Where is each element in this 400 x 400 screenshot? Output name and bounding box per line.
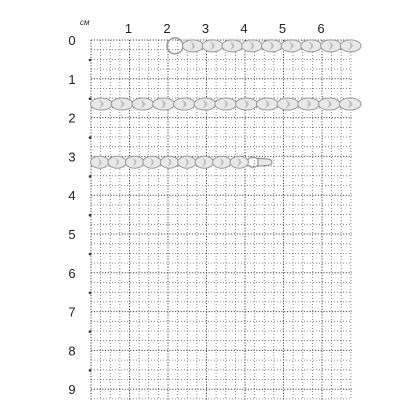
x-axis-label: 1 bbox=[124, 21, 133, 36]
y-axis-label: 6 bbox=[68, 265, 76, 281]
row-tick-dot bbox=[89, 59, 92, 62]
dotted-grid bbox=[89, 40, 352, 400]
y-axis-label: 2 bbox=[68, 110, 76, 126]
y-axis-label: 0 bbox=[68, 33, 76, 48]
row-tick-dot bbox=[89, 253, 92, 256]
y-axis-label: 9 bbox=[68, 382, 76, 398]
x-axis-label: 2 bbox=[163, 21, 171, 36]
chain-row-2 bbox=[91, 156, 272, 168]
y-axis-label: 4 bbox=[68, 188, 76, 204]
row-tick-dot bbox=[89, 330, 92, 333]
row-tick-dot bbox=[89, 98, 92, 101]
unit-label: см bbox=[80, 18, 90, 27]
x-axis-label: 3 bbox=[201, 21, 210, 36]
row-tick-dot bbox=[89, 175, 92, 178]
row-tick-dot bbox=[89, 369, 92, 372]
row-tick-dot bbox=[89, 214, 92, 217]
row-tick-dot bbox=[89, 136, 92, 139]
x-axis-label: 5 bbox=[278, 21, 287, 36]
y-axis-label: 5 bbox=[68, 227, 76, 242]
x-axis-label: 6 bbox=[317, 21, 325, 36]
row-tick-dot bbox=[89, 292, 92, 295]
y-axis-label: 1 bbox=[68, 71, 76, 87]
x-axis-label: 4 bbox=[240, 21, 248, 36]
lobster-clasp bbox=[258, 158, 272, 166]
y-axis-label: 8 bbox=[68, 343, 76, 359]
y-axis-label: 7 bbox=[68, 304, 76, 320]
chain-row-1 bbox=[90, 98, 361, 110]
y-axis-label: 3 bbox=[68, 149, 76, 165]
